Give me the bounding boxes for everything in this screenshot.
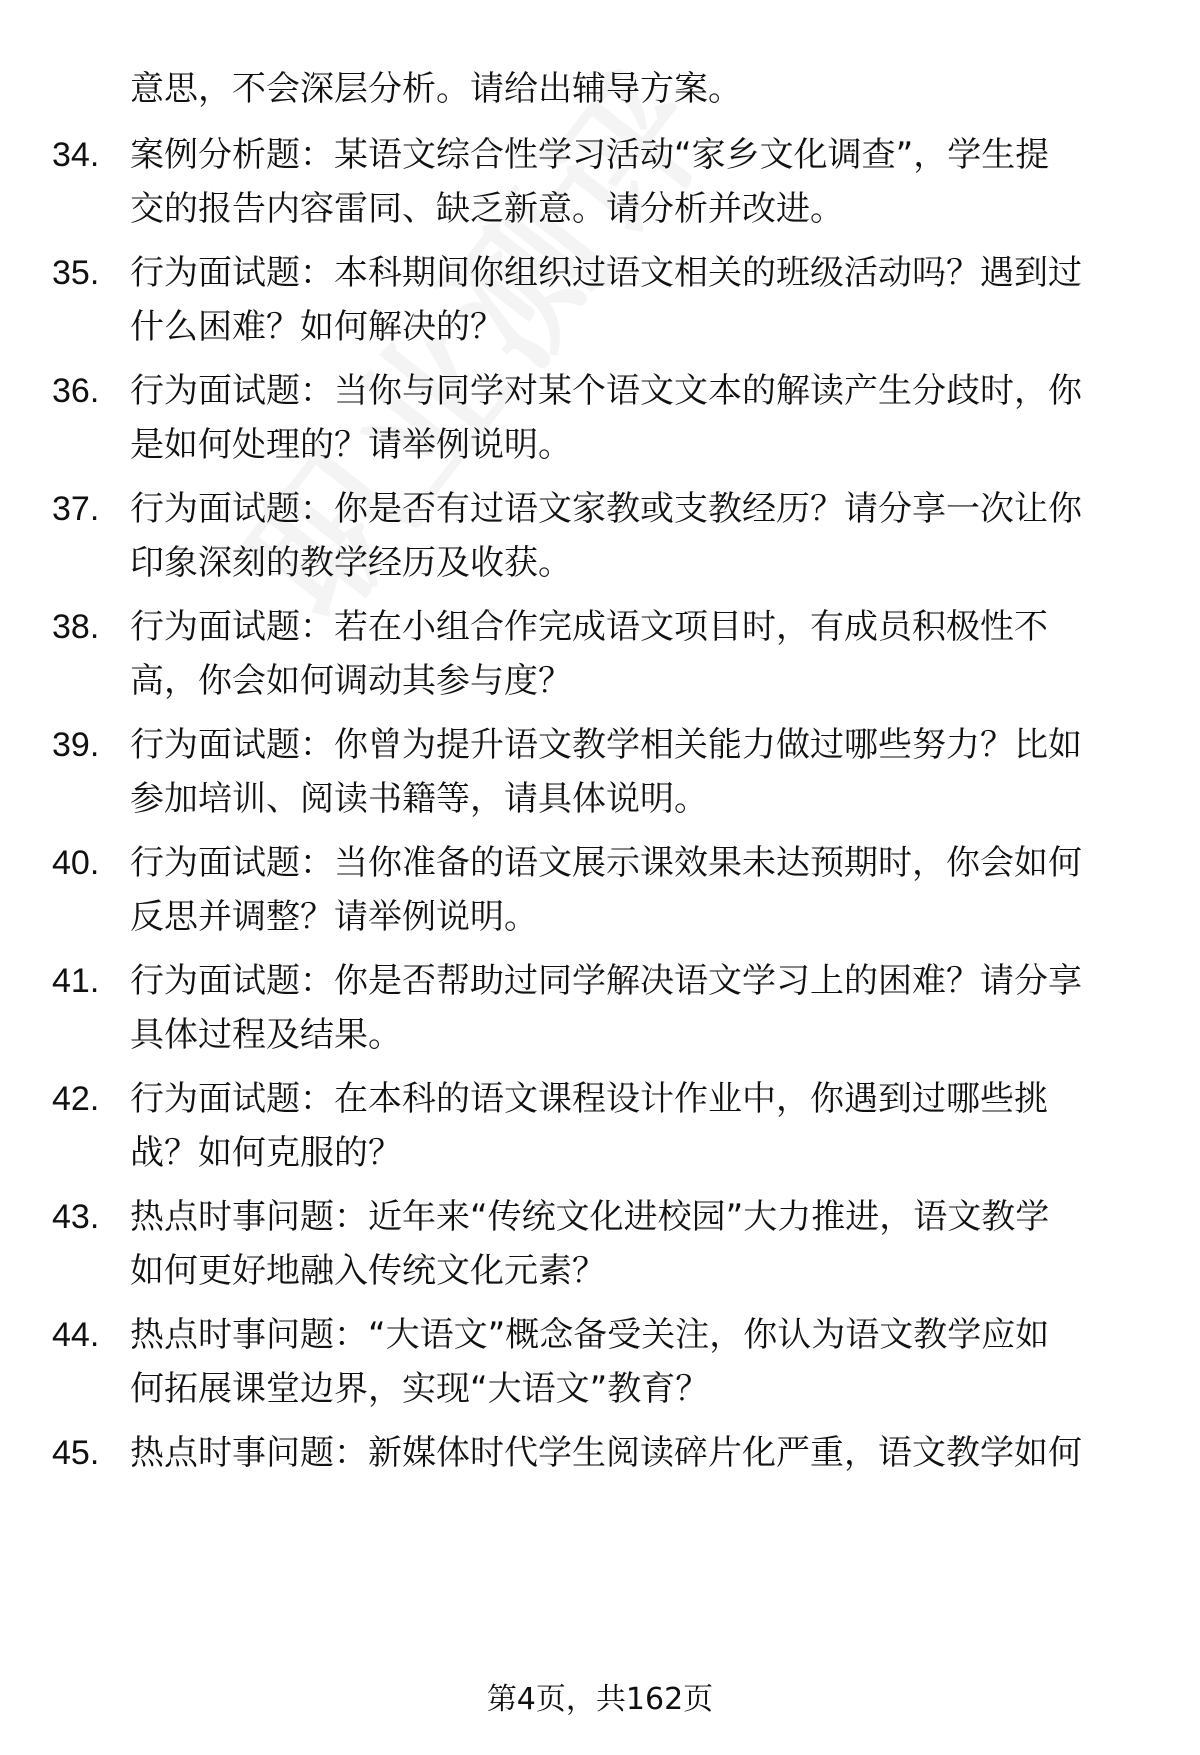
item-number: 34. <box>52 136 100 174</box>
item-line: 案例分析题：某语文综合性学习活动“家乡文化调查”，学生提 <box>130 135 1050 175</box>
item-number: 39. <box>52 726 100 764</box>
item-number: 41. <box>52 962 100 1000</box>
item-number: 35. <box>52 254 100 292</box>
item-text <box>130 364 1140 472</box>
item-line: 行为面试题：当你准备的语文展示课效果未达预期时，你会如何 <box>130 843 1082 883</box>
item-number: 44. <box>52 1316 100 1354</box>
item-number: 45. <box>52 1434 100 1472</box>
item-text <box>130 600 1140 708</box>
item-line: 行为面试题：本科期间你组织过语文相关的班级活动吗？遇到过 <box>130 253 1082 293</box>
item-line: 是如何处理的？请举例说明。 <box>130 425 572 465</box>
item-line: 行为面试题：你是否帮助过同学解决语文学习上的困难？请分享 <box>130 961 1082 1001</box>
item-line: 具体过程及结果。 <box>130 1015 402 1055</box>
item-line: 热点时事问题：“大语文”概念备受关注，你认为语文教学应如 <box>130 1315 1050 1355</box>
page-footer: 第4页，共162页 <box>486 1682 714 1717</box>
item-line: 反思并调整？请举例说明。 <box>130 897 538 937</box>
item-line: 行为面试题：你曾为提升语文教学相关能力做过哪些努力？比如 <box>130 725 1082 765</box>
item-number: 37. <box>52 490 100 528</box>
item-line: 什么困难？如何解决的？ <box>130 307 504 347</box>
item-number: 38. <box>52 608 100 646</box>
item-line: 如何更好地融入传统文化元素？ <box>130 1251 606 1291</box>
continued-text: 意思，不会深层分析。请给出辅导方案。 <box>130 69 742 109</box>
item-line: 行为面试题：当你与同学对某个语文文本的解读产生分歧时，你 <box>130 371 1082 411</box>
item-line: 热点时事问题：近年来“传统文化进校园”大力推进，语文教学 <box>130 1197 1050 1237</box>
item-number: 40. <box>52 844 100 882</box>
item-line: 交的报告内容雷同、缺乏新意。请分析并改进。 <box>130 189 844 229</box>
item-line: 印象深刻的教学经历及收获。 <box>130 543 572 583</box>
item-line: 行为面试题：你是否有过语文家教或支教经历？请分享一次让你 <box>130 489 1082 529</box>
item-text <box>130 482 1140 590</box>
item-line: 行为面试题：若在小组合作完成语文项目时，有成员积极性不 <box>130 607 1048 647</box>
item-line: 高，你会如何调动其参与度？ <box>130 661 572 701</box>
item-line: 参加培训、阅读书籍等，请具体说明。 <box>130 779 708 819</box>
item-line: 何拓展课堂边界，实现“大语文”教育？ <box>130 1369 710 1409</box>
item-text <box>130 1190 1140 1298</box>
item-line: 战？如何克服的？ <box>130 1133 402 1173</box>
item-text <box>130 128 1140 236</box>
item-text <box>130 718 1140 826</box>
item-line: 行为面试题：在本科的语文课程设计作业中，你遇到过哪些挑 <box>130 1079 1048 1119</box>
item-text <box>130 1426 1140 1480</box>
item-number: 43. <box>52 1198 100 1236</box>
item-number: 36. <box>52 372 100 410</box>
item-text <box>130 1072 1140 1180</box>
item-text <box>130 246 1140 354</box>
item-text <box>130 836 1140 944</box>
item-number: 42. <box>52 1080 100 1118</box>
item-text <box>130 954 1140 1062</box>
item-text <box>130 1308 1140 1416</box>
item-line: 热点时事问题：新媒体时代学生阅读碎片化严重，语文教学如何 <box>130 1433 1082 1473</box>
